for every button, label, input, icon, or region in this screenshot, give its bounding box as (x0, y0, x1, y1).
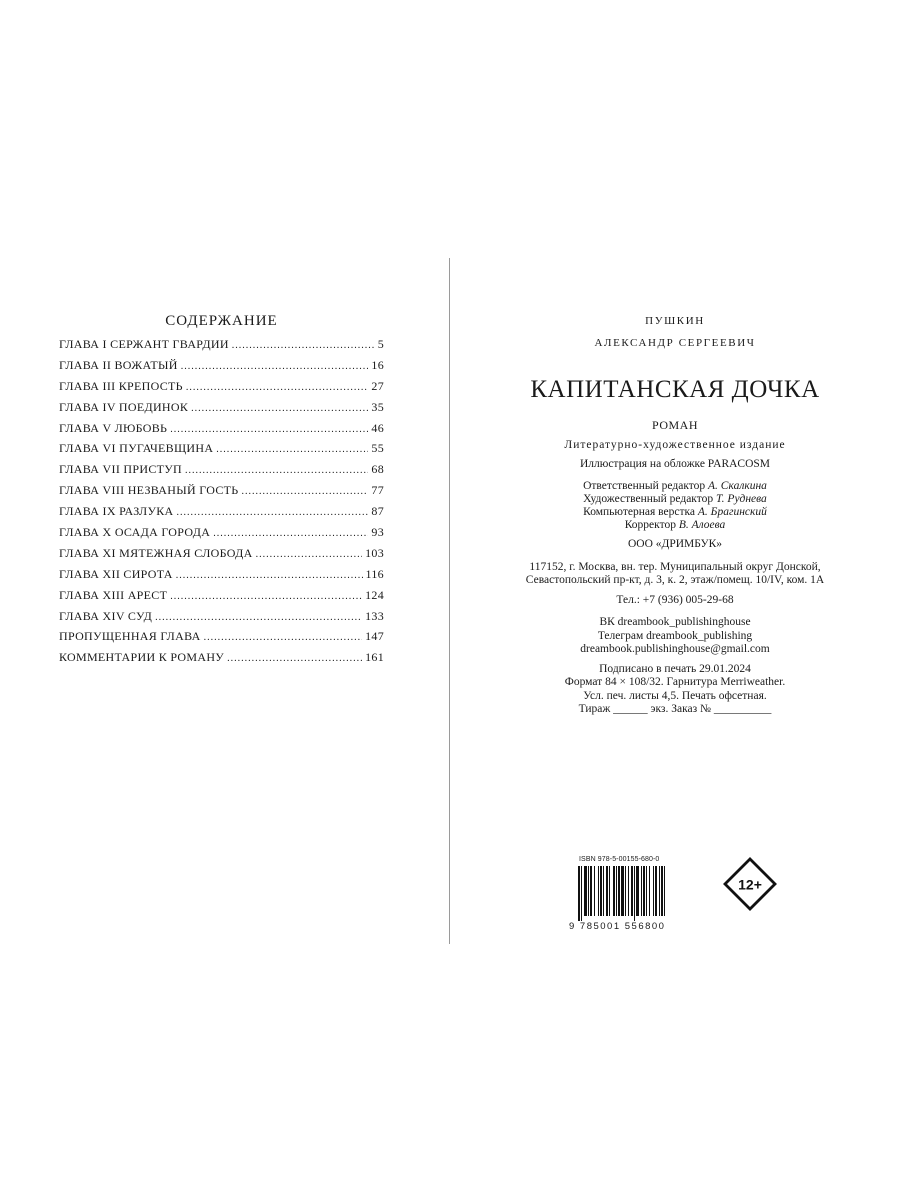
toc-entry[interactable] (59, 421, 384, 442)
toc-entry[interactable] (59, 629, 384, 650)
toc-entry[interactable] (59, 441, 384, 462)
format-line: Формат 84 × 108/32. Гарнитура Merriweather. (564, 676, 786, 688)
toc-entry-label: ГЛАВА IX РАЗЛУКА (59, 504, 174, 519)
credits-block (470, 480, 880, 532)
toc-entry-label: ГЛАВА IV ПОЕДИНОК (59, 399, 189, 414)
toc-entry-label: ГЛАВА I СЕРЖАНТ ГВАРДИИ (59, 337, 229, 351)
toc-entry-page: 161 (365, 650, 384, 665)
toc-entry[interactable] (59, 379, 384, 400)
barcode-bar (653, 866, 654, 916)
isbn-barcode (569, 856, 693, 932)
barcode-bar (594, 866, 595, 916)
barcode-bar (625, 866, 626, 916)
barcode-bar (631, 866, 633, 916)
toc-list (59, 337, 384, 671)
toc-entry-page: 68 (371, 462, 384, 477)
toc-entry-label: ГЛАВА III КРЕПОСТЬ (59, 378, 183, 393)
toc-leader-dots (191, 403, 368, 414)
barcode-bar (600, 866, 602, 916)
toc-entry-label: ГЛАВА X ОСАДА ГОРОДА (59, 525, 211, 540)
imprint-page (470, 310, 880, 717)
toc-entry-page: 46 (371, 420, 384, 435)
toc-leader-dots (185, 465, 368, 476)
barcode-bar (649, 866, 650, 916)
toc-entry-page: 87 (371, 504, 384, 519)
toc-leader-dots (176, 570, 363, 581)
table-of-contents (59, 313, 384, 671)
author-last-name: ПУШКИН (645, 315, 705, 327)
toc-entry[interactable] (59, 567, 384, 588)
barcode-bar (598, 866, 599, 916)
credit-line (470, 519, 880, 532)
barcode-bar (641, 866, 642, 916)
email: dreambook.publishinghouse@gmail.com (580, 643, 770, 655)
toc-entry-page: 124 (365, 587, 384, 602)
toc-leader-dots (170, 591, 362, 602)
toc-entry-label: ПРОПУЩЕННАЯ ГЛАВА (59, 629, 201, 644)
toc-leader-dots (213, 528, 368, 539)
telegram-link: Телеграм dreambook_publishing (597, 629, 753, 642)
toc-entry[interactable] (59, 609, 384, 630)
barcode-bar (603, 866, 604, 916)
barcode-bar (636, 866, 639, 916)
credit-role: Компьютерная верстка (583, 506, 696, 518)
isbn-text: ISBN 978-5-00155-680-0 (579, 856, 660, 863)
toc-entry-label: ГЛАВА XI МЯТЕЖНАЯ СЛОБОДА (59, 545, 253, 560)
barcode-bar (643, 866, 645, 916)
author-first-name: АЛЕКСАНДР СЕРГЕЕВИЧ (594, 337, 756, 349)
toc-entry-page: 133 (365, 608, 384, 623)
toc-entry[interactable] (59, 400, 384, 421)
toc-leader-dots (232, 340, 375, 351)
toc-entry-label: ГЛАВА XIII АРЕСТ (59, 587, 168, 602)
toc-entry-page: 77 (371, 483, 384, 498)
barcode-digits: 9 785001 556800 (569, 921, 666, 932)
toc-entry-label: ГЛАВА XII СИРОТА (59, 566, 173, 581)
toc-leader-dots (181, 361, 369, 372)
age-rating-text: 12+ (738, 876, 762, 893)
toc-leader-dots (186, 382, 369, 393)
toc-leader-dots (170, 424, 368, 435)
toc-entry-label: ГЛАВА VII ПРИСТУП (59, 462, 183, 477)
toc-entry[interactable] (59, 504, 384, 525)
page-gutter-divider (449, 258, 450, 944)
barcode-bar (590, 866, 592, 916)
barcode-bar (613, 866, 615, 916)
barcode-bar (661, 866, 663, 916)
toc-entry[interactable] (59, 337, 384, 358)
toc-entry-label: ГЛАВА II ВОЖАТЫЙ (59, 357, 178, 372)
toc-entry-page: 5 (377, 337, 384, 351)
credit-name: А. Скалкина (708, 480, 767, 492)
toc-leader-dots (155, 612, 362, 623)
address-line-2: Севастопольский пр-кт, д. 3, к. 2, этаж/помещ. 10/IV, ком. 1А (525, 574, 825, 586)
barcode-bars (578, 866, 690, 921)
toc-entry-label: КОММЕНТАРИИ К РОМАНУ (59, 650, 225, 665)
phone: Тел.: +7 (936) 005-29-68 (616, 593, 734, 606)
credit-line (470, 480, 880, 493)
barcode-bar (606, 866, 608, 916)
barcode-bar (584, 866, 587, 916)
credit-role: Художественный редактор (583, 493, 714, 505)
credit-name: Т. Руднева (716, 493, 767, 505)
toc-entry[interactable] (59, 588, 384, 609)
toc-entry-page: 116 (365, 566, 384, 581)
publisher-name: ООО «ДРИМБУК» (627, 538, 723, 550)
toc-entry-page: 35 (371, 399, 384, 414)
toc-entry[interactable] (59, 650, 384, 671)
barcode-bar (634, 866, 635, 921)
toc-entry-page: 16 (371, 357, 384, 372)
toc-entry-page: 93 (371, 525, 384, 540)
barcode-bar (621, 866, 624, 916)
signed-date: Подписано в печать 29.01.2024 (599, 662, 751, 675)
sheets-line: Усл. печ. листы 4,5. Печать офсетная. (583, 689, 767, 702)
credit-name: В. Алоева (678, 519, 726, 531)
address-line-1: 117152, г. Москва, вн. тер. Муниципальный округ Донской, (529, 560, 821, 573)
toc-title: СОДЕРЖАНИЕ (165, 313, 278, 329)
toc-entry[interactable] (59, 546, 384, 567)
barcode-bar (646, 866, 647, 916)
toc-entry[interactable] (59, 358, 384, 379)
run-order-line: Тираж ______ экз. Заказ № __________ (578, 703, 772, 715)
cover-illustration-credit: Иллюстрация на обложке PARACOSM (579, 458, 771, 470)
barcode-bar (581, 866, 582, 921)
book-title: КАПИТАНСКАЯ ДОЧКА (530, 376, 820, 403)
barcode-bar (609, 866, 610, 916)
barcode-bar (655, 866, 657, 916)
credit-role: Корректор (624, 519, 676, 531)
toc-leader-dots (241, 486, 368, 497)
toc-entry-page: 27 (371, 378, 384, 393)
toc-entry-label: ГЛАВА VIII НЕЗВАНЫЙ ГОСТЬ (59, 483, 239, 498)
toc-leader-dots (216, 444, 368, 455)
barcode-bar (618, 866, 620, 916)
credit-line (470, 493, 880, 506)
genre: РОМАН (652, 418, 698, 432)
barcode-bar (588, 866, 589, 916)
toc-entry-page: 103 (365, 545, 384, 560)
toc-entry-label: ГЛАВА VI ПУГАЧЕВЩИНА (59, 441, 214, 456)
edition-type: Литературно-художественное издание (564, 439, 786, 451)
vk-link: ВК dreambook_publishinghouse (599, 616, 751, 628)
toc-entry-label: ГЛАВА XIV СУД (59, 608, 153, 623)
barcode-bar (578, 866, 580, 921)
toc-entry[interactable] (59, 462, 384, 483)
toc-leader-dots (227, 653, 362, 664)
toc-leader-dots (177, 507, 369, 518)
toc-entry[interactable] (59, 525, 384, 546)
barcode-bar (616, 866, 617, 916)
credit-role: Ответственный редактор (583, 480, 706, 492)
toc-leader-dots (256, 549, 363, 560)
barcode-bar (628, 866, 629, 916)
toc-entry-label: ГЛАВА V ЛЮБОВЬ (59, 420, 168, 435)
toc-leader-dots (204, 632, 362, 643)
toc-entry-page: 55 (371, 441, 384, 456)
barcode-bar (659, 866, 660, 916)
toc-entry[interactable] (59, 483, 384, 504)
credit-name: А. Брагинский (697, 506, 767, 518)
barcode-bar (664, 866, 665, 916)
age-rating-badge (722, 856, 778, 912)
credit-line (470, 506, 880, 519)
toc-entry-page: 147 (365, 629, 384, 644)
